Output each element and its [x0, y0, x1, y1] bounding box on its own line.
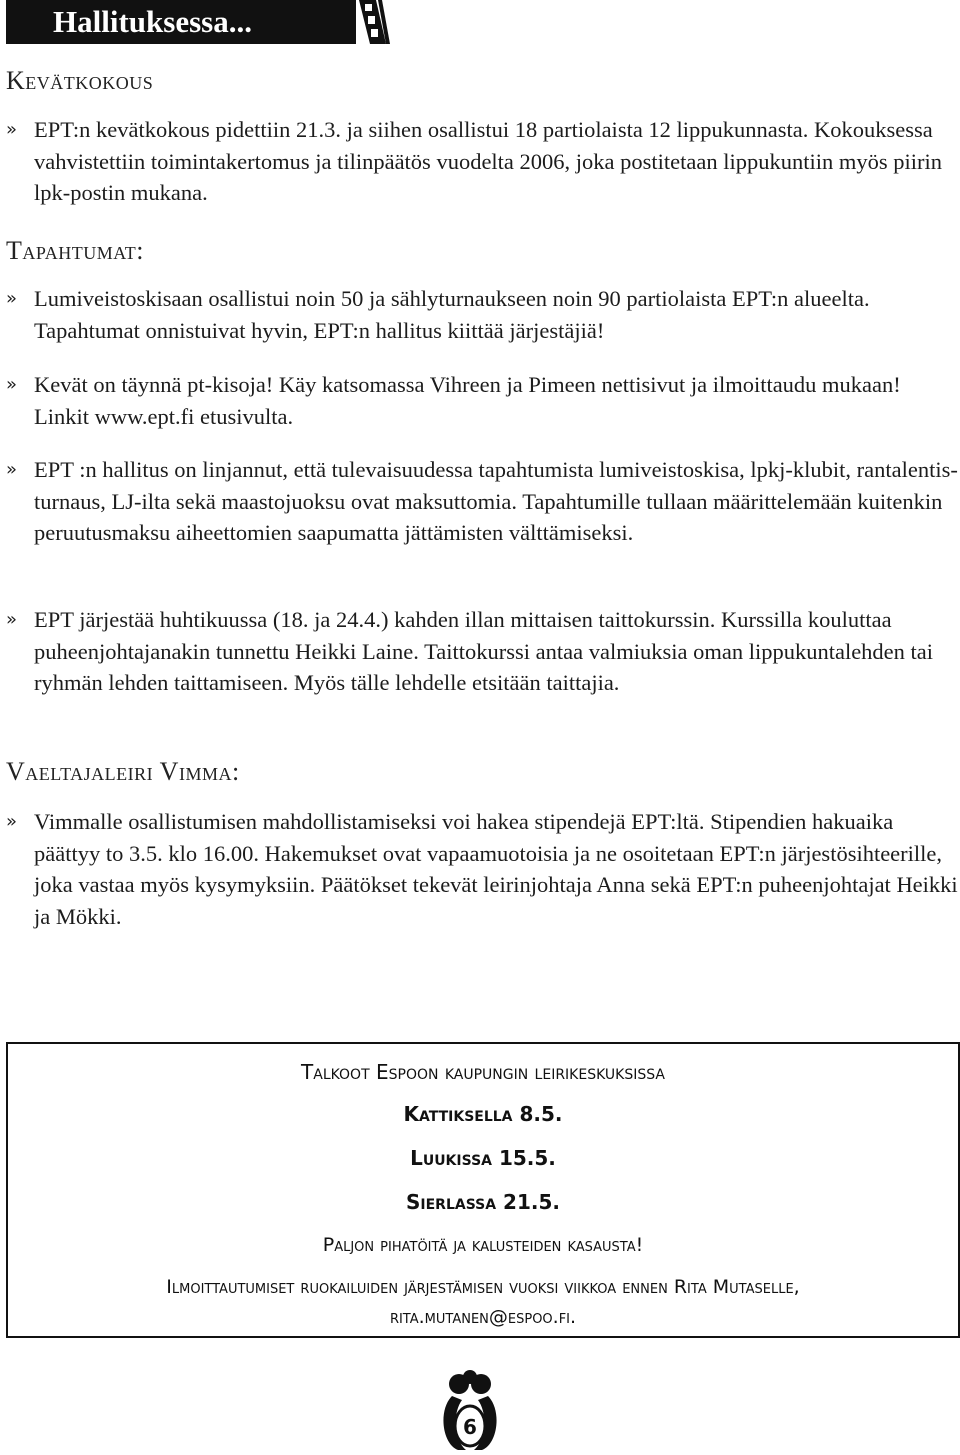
page-header-bar: [6, 0, 356, 44]
paragraph-text: EPT:n kevätkokous pidettiin 21.3. ja siihen osallistui 18 partiolaista 12 lippukunnasta. Kokouksessa vahvistettiin toimintakertomus ja tilinpäätös vuodelta 2006, joka postitetaan lippukuntiin myös piirin lpk-postin mukana.: [34, 117, 943, 205]
clover-horseshoe-emblem-icon: [440, 1370, 500, 1452]
paragraph-tapahtumat-3: [6, 454, 958, 549]
film-strip-ornament-icon: [356, 0, 390, 44]
page-header-title: Hallituksessa...: [53, 4, 252, 39]
bullet-marker: »: [6, 119, 18, 140]
section-heading-vaeltajaleiri: Vaeltajaleiri Vimma:: [6, 757, 240, 786]
notice-event-luukissa: Luukissa 15.5.: [410, 1146, 556, 1170]
notice-title: Talkoot Espoon kaupungin leirikeskuksissa: [301, 1060, 665, 1084]
bullet-marker: »: [6, 811, 18, 832]
notice-registration-line: Ilmoittautumiset ruokailuiden järjestämisen vuoksi viikkoa ennen Rita Mutaselle,: [166, 1276, 800, 1298]
paragraph-text: Vimmalle osallistumisen mahdollistamiseksi voi hakea stipendejä EPT:ltä. Stipendien hakuaika päättyy to 3.5. klo 16.00. Hakemukset ovat vapaamuotoisia ja ne osoitetaan EPT:n järjestösihteerille, joka vastaa myös kysymyksiin. Päätökset tekevät leirinjohtaja Anna sekä EPT:n puheenjohtajat Heikki ja Mökki.: [34, 809, 958, 929]
talkoot-notice-box: [6, 1042, 960, 1338]
section-heading-tapahtumat: Tapahtumat:: [6, 236, 144, 265]
notice-email: rita.mutanen@espoo.fi.: [389, 1306, 577, 1328]
page-number: 6: [463, 1415, 477, 1439]
paragraph-tapahtumat-1: [6, 283, 958, 346]
paragraph-text: EPT järjestää huhtikuussa (18. ja 24.4.) kahden illan mittaisen taittokurssin. Kurssilla kouluttaa puheenjohtajanakin tunnettu Heikki Laine. Taittokurssi antaa valmiuksia oman lippukuntalehden tai ryhmän lehden taittamiseen. Myös tälle lehdelle etsitään taittajia.: [34, 607, 934, 695]
paragraph-text: Lumiveistoskisaan osallistui noin 50 ja sählyturnaukseen noin 90 partiolaista EPT:n alueelta. Tapahtumat onnistuivat hyvin, EPT:n hallitus kiittää järjestäjiä!: [34, 286, 870, 343]
section-heading-kevatkokous: Kevätkokous: [6, 66, 154, 95]
paragraph-vaeltajaleiri: [6, 806, 958, 932]
paragraph-tapahtumat-2: [6, 369, 958, 432]
paragraph-tapahtumat-4: [6, 604, 958, 699]
bullet-marker: »: [6, 288, 18, 309]
paragraph-kevatkokous: [6, 114, 958, 209]
bullet-marker: »: [6, 374, 18, 395]
notice-event-sierlassa: Sierlassa 21.5.: [406, 1190, 560, 1214]
paragraph-text: EPT :n hallitus on linjannut, että tulevaisuudessa tapahtumista lumiveistoskisa, lpkj-klubit, rantalentis-turnaus, LJ-ilta sekä maastojuoksu ovat maksuttomia. Tapahtumille tullaan määrittelemään kuitenkin peruutusmaksu aiheettomien saapumatta jättämisten välttämiseksi.: [34, 457, 958, 545]
notice-event-kattiksella: Kattiksella 8.5.: [403, 1102, 563, 1126]
paragraph-text: Kevät on täynnä pt-kisoja! Käy katsomassa Vihreen ja Pimeen nettisivut ja ilmoittaudu mukaan! Linkit www.ept.fi etusivulta.: [34, 372, 901, 429]
bullet-marker: »: [6, 609, 18, 630]
notice-note: Paljon pihatöitä ja kalusteiden kasausta!: [322, 1234, 644, 1256]
bullet-marker: »: [6, 459, 18, 480]
